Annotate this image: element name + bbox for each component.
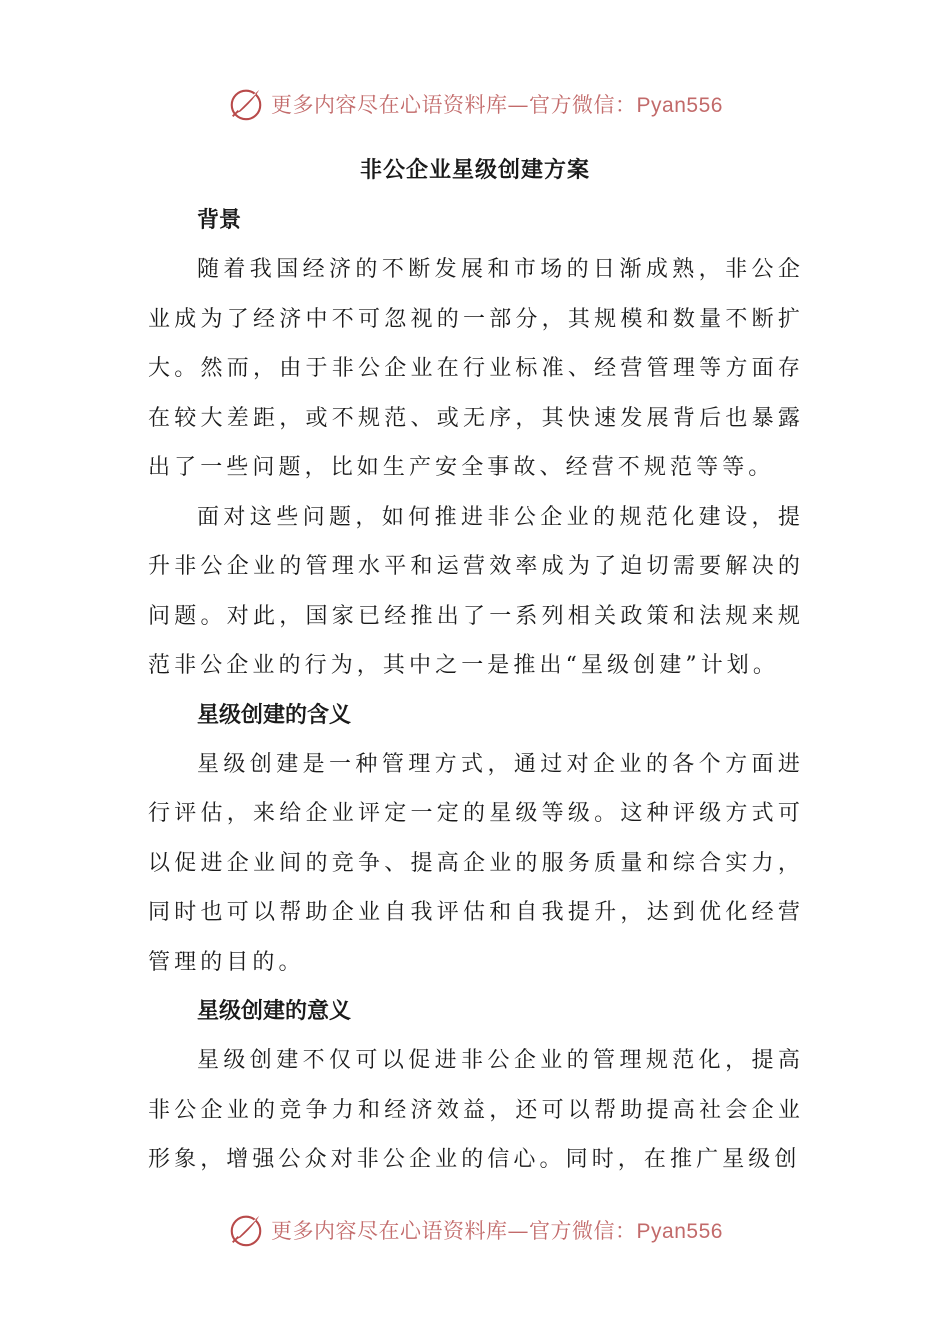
quill-seal-icon <box>227 1211 265 1249</box>
paragraph: 面对这些问题，如何推进非公企业的规范化建设，提升非公企业的管理水平和运营效率成为了迫切需要解决的问题。对此，国家已经推出了一系列相关政策和法规来规范非公企业的行为，其中之一是推出“星级创建”计划。 <box>148 504 804 678</box>
section-heading-background: 背景 <box>197 208 242 233</box>
banner-text: 更多内容尽在心语资料库—官方微信：Pyan556 <box>271 1219 723 1243</box>
document-body <box>148 196 804 1185</box>
header-banner <box>0 82 950 126</box>
quill-seal-icon <box>227 85 265 123</box>
paragraph: 星级创建是一种管理方式，通过对企业的各个方面进行评估，来给企业评定一定的星级等级。这种评级方式可以促进企业间的竞争、提高企业的服务质量和综合实力，同时也可以帮助企业自我评估和自我提升，达到优化经营管理的目的。 <box>148 751 804 975</box>
section-heading-meaning: 星级创建的含义 <box>197 702 352 728</box>
banner-text: 更多内容尽在心语资料库—官方微信：Pyan556 <box>271 93 723 117</box>
section-heading-significance: 星级创建的意义 <box>197 999 352 1024</box>
paragraph: 随着我国经济的不断发展和市场的日渐成熟，非公企业成为了经济中不可忽视的一部分，其规模和数量不断扩大。然而，由于非公企业在行业标准、经营管理等方面存在较大差距，或不规范、或无序，其快速发展背后也暴露出了一些问题，比如生产安全事故、经营不规范等等。 <box>148 257 804 480</box>
page-title: 非公企业星级创建方案 <box>359 158 590 183</box>
paragraph: 星级创建不仅可以促进非公企业的管理规范化，提高非公企业的竞争力和经济效益，还可以帮助提高社会企业形象，增强公众对非公企业的信心。同时，在推广星级创 <box>148 1048 804 1172</box>
footer-banner <box>0 1208 950 1252</box>
